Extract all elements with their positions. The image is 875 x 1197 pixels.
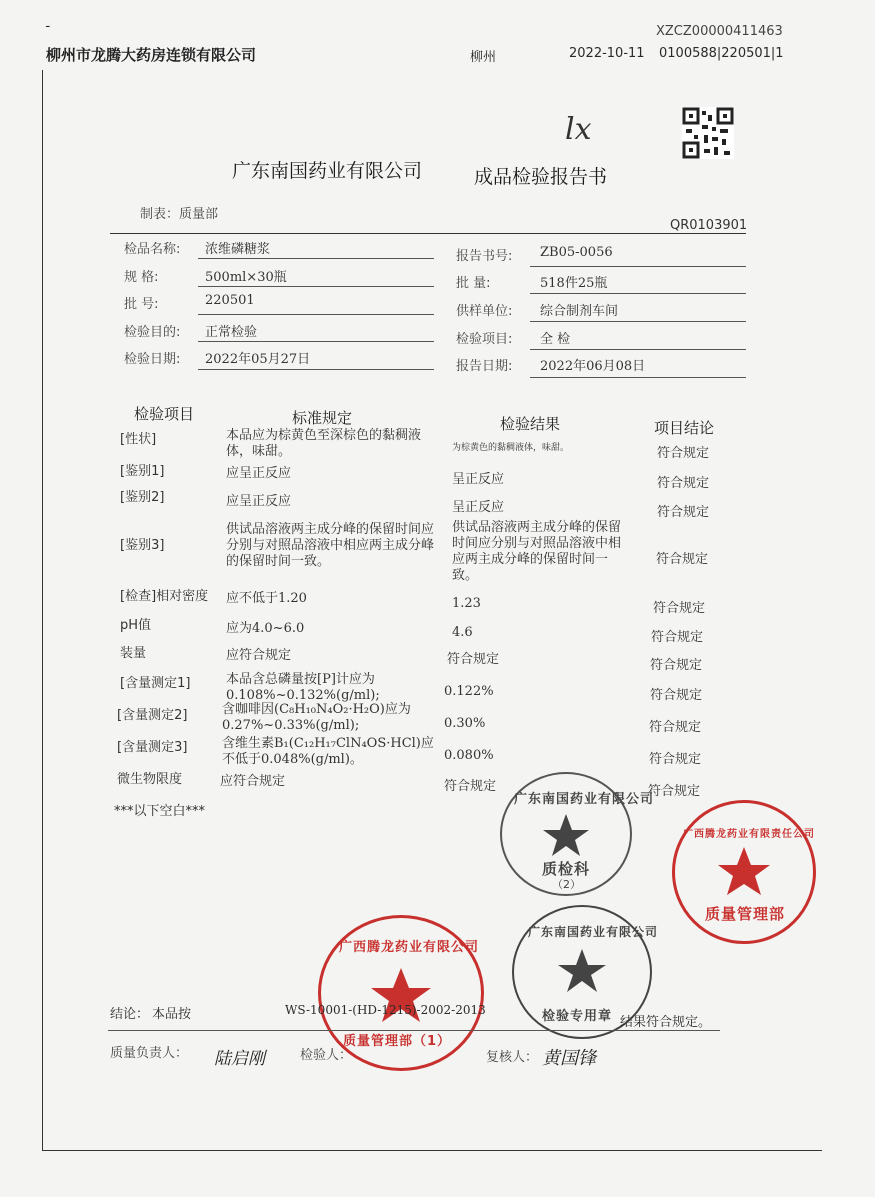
seal-text: 广西腾龙药业有限公司 [339, 940, 480, 955]
info-value: 220501 [205, 293, 255, 308]
info-value: 全 检 [540, 332, 571, 347]
conclusion-label: 结论： [110, 1007, 150, 1022]
conclusion-result: 结果符合规定。 [620, 1015, 712, 1030]
info-underline [530, 349, 746, 350]
conclusion-rule [108, 1030, 720, 1031]
row-standard: 供试品溶液两主成分峰的保留时间应分别与对照品溶液中相应两主成分峰的保留时间一致。 [226, 522, 435, 569]
row-item: [含量测定2] [117, 708, 188, 723]
row-standard: 应符合规定 [220, 774, 286, 789]
row-result: 1.23 [452, 596, 481, 611]
col-header-standard: 标准规定 [292, 409, 353, 427]
info-label: 规 格: [124, 270, 159, 285]
row-conclusion: 符合规定 [657, 446, 710, 461]
info-underline [530, 321, 746, 322]
row-standard: 含咖啡因(C₈H₁₀N₄O₂·H₂O)应为0.27%~0.33%(g/ml); [222, 702, 411, 733]
row-conclusion: 符合规定 [657, 476, 710, 491]
row-standard: 应呈正反应 [226, 466, 292, 481]
row-conclusion: 符合规定 [650, 658, 703, 673]
seal-num: （2） [552, 878, 581, 891]
handwritten-mark: lx [565, 112, 592, 147]
title-doc: 成品检验报告书 [474, 166, 608, 188]
corner-mark: ـ [46, 16, 50, 30]
row-item: 装量 [120, 646, 147, 661]
row-result: 符合规定 [444, 779, 497, 794]
inspector-label: 检验人： [300, 1048, 353, 1063]
info-value: 正常检验 [205, 325, 258, 340]
row-standard: 本品含总磷量按[P]计应为0.108%~0.132%(g/ml); [226, 672, 380, 703]
row-item: [含量测定1] [120, 676, 191, 691]
qa-label: 质量负责人： [110, 1046, 189, 1061]
col-header-conclusion: 项目结论 [654, 419, 715, 437]
doc-id: XZCZ00000411463 [656, 24, 783, 39]
info-value: 2022年05月27日 [205, 352, 311, 367]
row-item: pH值 [120, 618, 152, 633]
info-value: 浓维磷糖浆 [205, 242, 271, 257]
info-value: 综合制剂车间 [540, 304, 619, 319]
seal-sub: 质量管理部（1） [343, 1034, 452, 1049]
row-result: 0.30% [444, 716, 486, 731]
info-label: 批 号: [124, 297, 159, 312]
row-item: 微生物限度 [117, 772, 183, 787]
info-underline [198, 369, 434, 370]
row-result: 呈正反应 [452, 472, 505, 487]
row-item: [鉴别1] [120, 464, 165, 479]
blank-note: ***以下空白*** [114, 804, 206, 819]
qa-signature: 陆启刚 [214, 1049, 265, 1069]
form-no: QR0103901 [670, 218, 748, 233]
info-label: 报告书号: [456, 249, 513, 264]
info-underline [530, 293, 746, 294]
row-conclusion: 符合规定 [650, 688, 703, 703]
col-header-result: 检验结果 [500, 415, 561, 433]
gray-seal [500, 772, 655, 896]
row-conclusion: 符合规定 [657, 505, 710, 520]
bottom-border [42, 1150, 822, 1151]
seal-sub: 检验专用章 [542, 1009, 613, 1024]
reviewer-label: 复核人： [486, 1050, 539, 1065]
row-standard: 应呈正反应 [226, 494, 292, 509]
info-underline [198, 258, 434, 259]
row-result: 为棕黄色的黏稠液体，味甜。 [452, 443, 570, 453]
info-label: 检验日期: [124, 352, 181, 367]
row-item: [含量测定3] [117, 740, 188, 755]
row-conclusion: 符合规定 [649, 752, 702, 767]
info-label: 报告日期: [456, 359, 513, 374]
info-value: 2022年06月08日 [540, 359, 646, 374]
conclusion-text: 本品按 [152, 1007, 192, 1022]
made-by: 制表：质量部 [140, 207, 219, 222]
header-company: 柳州市龙腾大药房连锁有限公司 [46, 46, 257, 64]
info-underline [530, 266, 746, 267]
title-company: 广东南国药业有限公司 [232, 160, 423, 182]
row-conclusion: 符合规定 [656, 552, 709, 567]
info-label: 供样单位: [456, 304, 513, 319]
info-underline [198, 341, 434, 342]
row-standard: 应为4.0~6.0 [226, 621, 305, 636]
row-result: 4.6 [452, 625, 473, 640]
row-result: 呈正反应 [452, 500, 505, 515]
row-conclusion: 符合规定 [648, 784, 701, 799]
row-result: 符合规定 [447, 652, 500, 667]
info-value: ZB05-0056 [540, 245, 613, 260]
row-standard: 应符合规定 [226, 648, 292, 663]
row-item: [检查]相对密度 [120, 589, 209, 604]
row-item: [性状] [120, 432, 157, 447]
info-underline [198, 314, 434, 315]
row-result: 0.080% [444, 748, 494, 763]
row-standard: 本品应为棕黄色至深棕色的黏稠液体，味甜。 [226, 428, 422, 459]
red-seal-right [672, 800, 816, 944]
header-code: 0100588|220501|1 [659, 46, 784, 61]
row-result: 0.122% [444, 684, 494, 699]
info-underline [530, 377, 746, 378]
row-result: 供试品溶液两主成分峰的保留时间应分别与对照品溶液中相应两主成分峰的保留时间一致。 [452, 520, 622, 583]
info-label: 批 量: [456, 276, 491, 291]
seal-text: 广西腾龙药业有限责任公司 [683, 829, 815, 840]
left-border [42, 70, 43, 1150]
seal-sub: 质量管理部 [705, 905, 786, 923]
row-conclusion: 符合规定 [651, 630, 704, 645]
header-city: 柳州 [470, 50, 497, 65]
info-underline [198, 286, 434, 287]
row-item: [鉴别3] [120, 538, 165, 553]
col-header-item: 检验项目 [134, 405, 195, 423]
row-conclusion: 符合规定 [653, 601, 706, 616]
seal-sub: 质检科 [542, 860, 591, 878]
row-standard: 应不低于1.20 [226, 591, 307, 606]
info-value: 518件25瓶 [540, 276, 608, 291]
header-date: 2022-10-11 [569, 46, 645, 61]
info-value: 500ml×30瓶 [205, 270, 287, 285]
info-label: 检品名称: [124, 242, 181, 257]
seal-text: 广东南国药业有限公司 [528, 925, 659, 939]
row-conclusion: 符合规定 [649, 720, 702, 735]
qr-code [682, 107, 734, 163]
conclusion-standard: WS-10001-(HD-1215)-2002-2013 [285, 1003, 486, 1017]
header-rule [110, 233, 746, 234]
row-item: [鉴别2] [120, 490, 165, 505]
reviewer-signature: 黄国锋 [542, 1048, 596, 1069]
seal-text: 广东南国药业有限公司 [514, 792, 655, 807]
row-standard: 含维生素B₁(C₁₂H₁₇ClN₄OS·HCl)应不低于0.048%(g/ml)。 [222, 736, 434, 767]
info-label: 检验项目: [456, 332, 513, 347]
info-label: 检验目的: [124, 325, 181, 340]
